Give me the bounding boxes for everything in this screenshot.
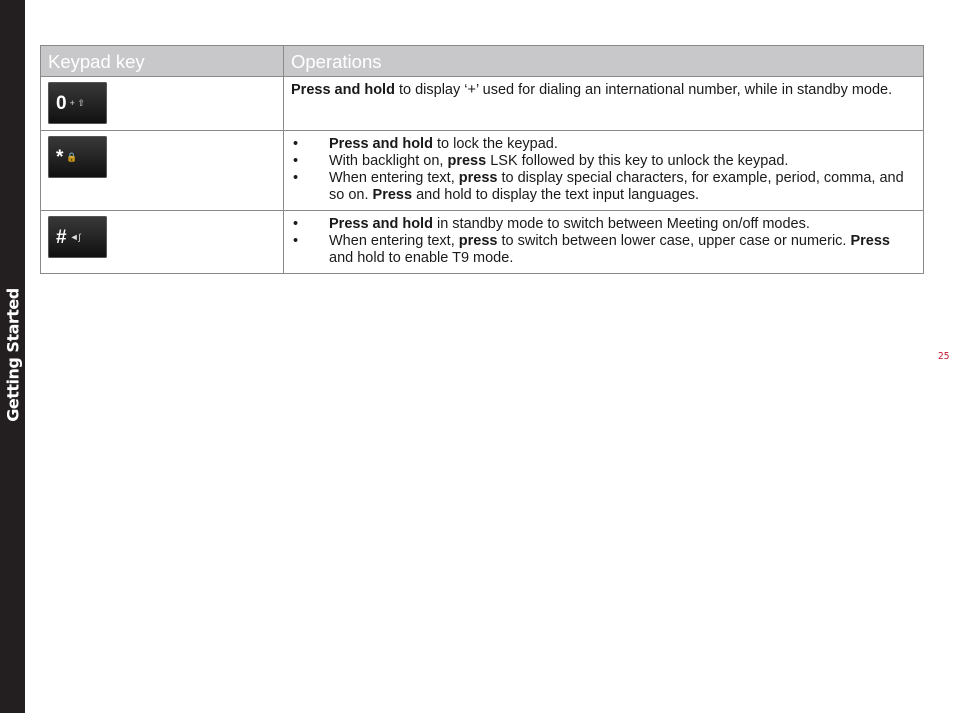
key-hash-icon: # ◄ʃ	[48, 216, 107, 258]
column-header-keypad-key: Keypad key	[41, 46, 284, 77]
list-item: • Press and hold to lock the keypad.	[291, 136, 915, 153]
list-item: • When entering text, press to switch between lower case, upper case or numeric. Press and hold to enable T9 mode.	[291, 233, 915, 267]
operations-cell	[284, 77, 924, 131]
list-item: • With backlight on, press LSK followed by this key to unlock the keypad.	[291, 153, 915, 170]
list-item: • Press and hold in standby mode to switch between Meeting on/off modes.	[291, 216, 915, 233]
operations-list	[291, 216, 915, 267]
operations-list	[291, 136, 915, 204]
table-row	[41, 131, 924, 211]
body-text: to display ‘+’ used for dialing an international number, while in standby mode.	[394, 82, 893, 98]
bold-text: Press and hold	[291, 82, 395, 98]
operations-cell	[284, 131, 924, 211]
key-star-icon: * 🔒	[48, 136, 107, 178]
table-row	[41, 211, 924, 274]
section-label: Getting Started	[3, 288, 23, 422]
page-number: 25	[938, 351, 950, 362]
key-0-icon: 0 + ⇧	[48, 82, 107, 124]
key-cell	[41, 77, 284, 131]
operations-cell	[284, 211, 924, 274]
list-item: • When entering text, press to display special characters, for example, period, comma, and so on. Press and hold to display the text input languages.	[291, 170, 915, 204]
keypad-operations-table	[40, 45, 924, 274]
key-cell	[41, 131, 284, 211]
table-row	[41, 77, 924, 131]
section-side-tab	[0, 0, 25, 713]
column-header-operations: Operations	[284, 46, 924, 77]
table-header-row	[41, 46, 924, 77]
key-cell	[41, 211, 284, 274]
